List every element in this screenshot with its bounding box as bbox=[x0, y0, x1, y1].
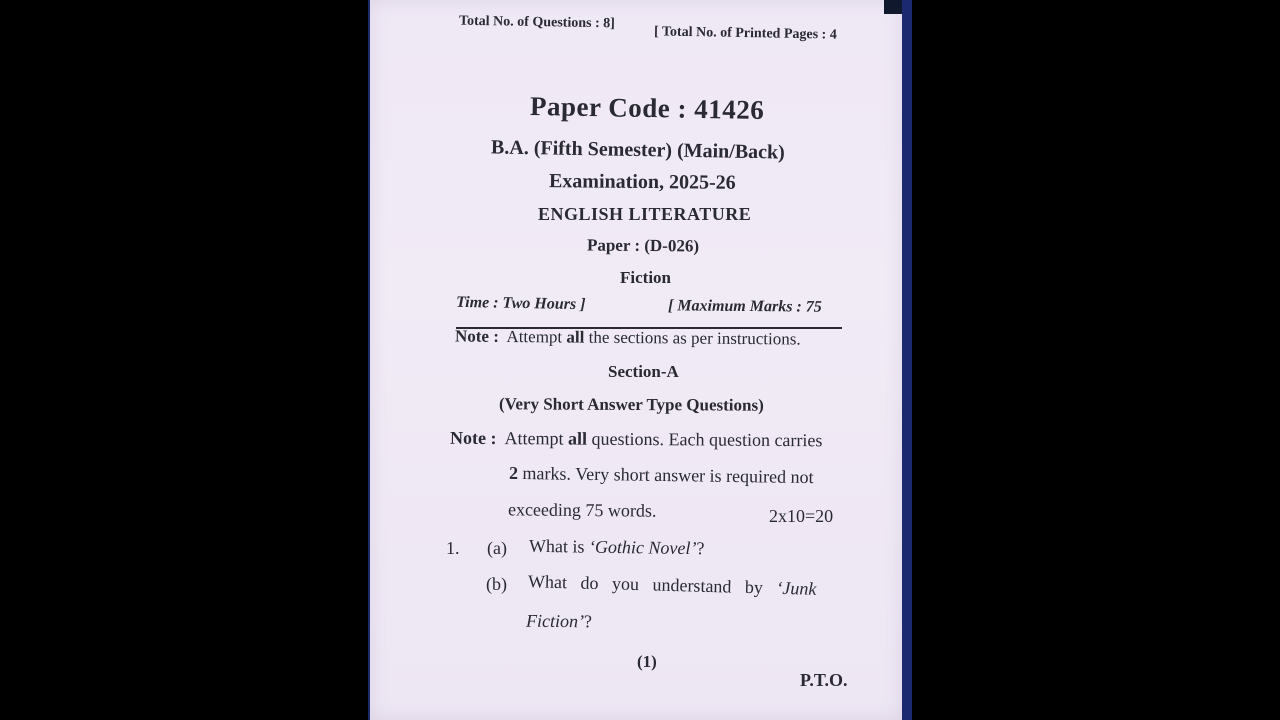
paper-code: Paper Code : 41426 bbox=[529, 90, 765, 126]
section-a-marks: 2x10=20 bbox=[769, 506, 834, 526]
question-1a-text bbox=[529, 536, 705, 559]
q1a-pre: What is bbox=[528, 535, 590, 557]
paper-topic: Fiction bbox=[620, 268, 671, 287]
note-label: Note : bbox=[454, 326, 499, 346]
section-a-note-line3: exceeding 75 words. bbox=[507, 499, 657, 521]
note-text-bold: all bbox=[566, 327, 585, 347]
time-allowed: Time : Two Hours ] bbox=[455, 293, 586, 314]
section-a-note-label: Note : bbox=[449, 427, 497, 449]
note-line1-post: questions. Each question carries bbox=[586, 428, 823, 451]
question-1a-part: (a) bbox=[487, 538, 507, 558]
note-line1-pre: Attempt bbox=[504, 428, 569, 449]
note-line1-bold: all bbox=[567, 428, 588, 449]
note-line2-post: marks. Very short answer is required not bbox=[517, 463, 814, 488]
q1a-italic: ‘Gothic Novel’ bbox=[588, 536, 697, 559]
note-line2-bold: 2 bbox=[508, 462, 519, 483]
paper-corner-shadow bbox=[884, 0, 902, 14]
exam-year: Examination, 2025-26 bbox=[548, 170, 736, 194]
printed-pages: [ Total No. of Printed Pages : 4 bbox=[653, 24, 837, 43]
q1a-post: ? bbox=[696, 538, 705, 559]
section-a-note-line1 bbox=[450, 428, 823, 452]
q1b-italic: ‘Junk bbox=[776, 577, 817, 599]
question-1b-line2 bbox=[526, 611, 592, 633]
subject-title: ENGLISH LITERATURE bbox=[538, 204, 752, 224]
paper-number: Paper : (D-026) bbox=[586, 235, 700, 256]
q1b-line2-italic: Fiction’ bbox=[525, 610, 585, 632]
maximum-marks: [ Maximum Marks : 75 bbox=[667, 297, 822, 316]
page-number: (1) bbox=[637, 652, 657, 671]
section-a-note-line2 bbox=[509, 463, 814, 488]
please-turn-over: P.T.O. bbox=[800, 670, 848, 690]
total-questions: Total No. of Questions : 8] bbox=[458, 13, 615, 32]
q1b-pre: What do you understand by bbox=[527, 571, 777, 598]
course-title: B.A. (Fifth Semester) (Main/Back) bbox=[490, 136, 786, 164]
note-text-post: the sections as per instructions. bbox=[584, 327, 801, 349]
q1b-line2-post: ? bbox=[583, 611, 593, 632]
section-a-title: Section-A bbox=[608, 362, 679, 381]
question-number: 1. bbox=[446, 538, 460, 558]
note-text-pre: Attempt bbox=[506, 326, 567, 347]
general-note bbox=[455, 326, 801, 349]
section-a-subtitle: (Very Short Answer Type Questions) bbox=[498, 394, 764, 415]
question-1b-part: (b) bbox=[486, 574, 507, 594]
